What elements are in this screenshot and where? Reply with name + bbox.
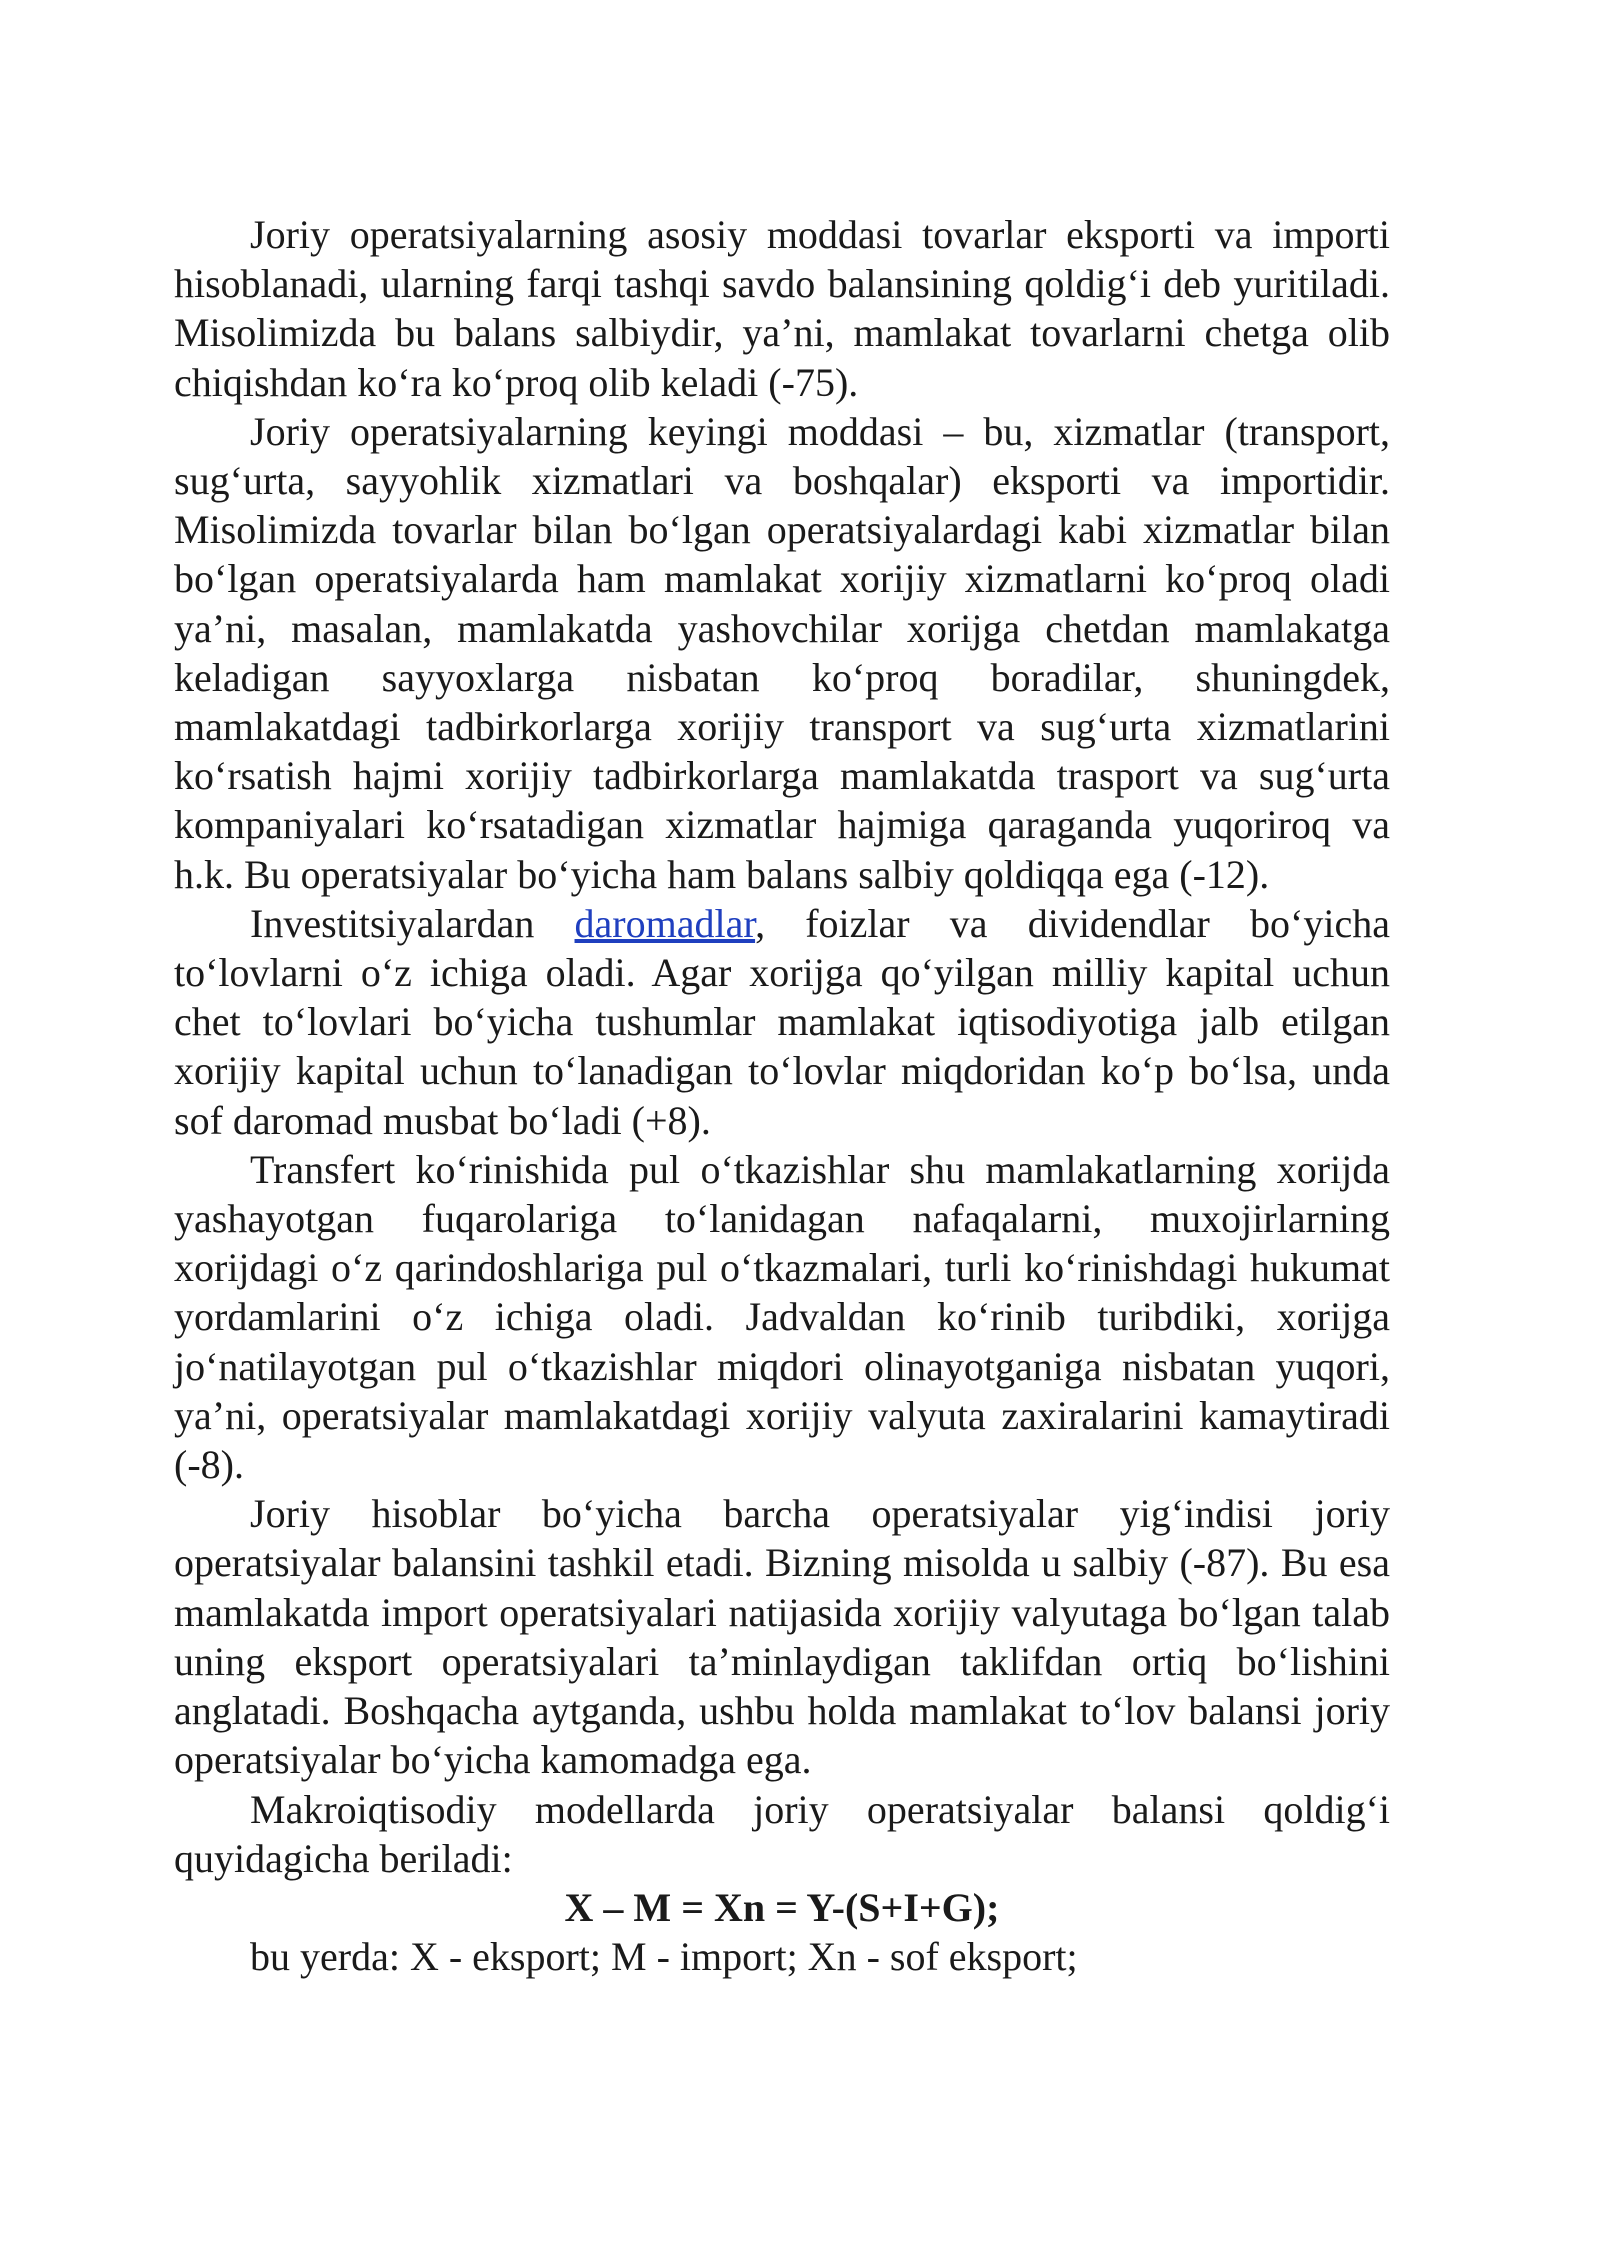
document-page bbox=[174, 210, 1390, 1981]
daromadlar-link[interactable]: daromadlar bbox=[574, 900, 756, 946]
paragraph-investment-income-start: Investitsiyalardan bbox=[250, 900, 575, 946]
paragraph-investment-income-rest: , foizlar va dividendlar bo‘yicha to‘lovlarni o‘z ichiga oladi. Agar xorijga qo‘yilgan milliy kapital uchun chet to‘lovlari bo‘yicha tushumlar mamlakat iqtisodiyotiga jalb etilgan xorijiy kapital uchun to‘lanadigan to‘lovlar miqdoridan ko‘p bo‘lsa, unda sof daromad musbat bo‘ladi (+8). bbox=[174, 900, 1390, 1143]
paragraph-transfers: Transfert ko‘rinishida pul o‘tkazishlar shu mamlakatlarning xorijda yashayotgan fuqarolariga to‘lanidagan nafaqalarni, muxojirlarning xorijdagi o‘z qarindoshlariga pul o‘tkazmalari, turli ko‘rinishdagi hukumat yordamlarini o‘z ichiga oladi. Jadvaldan ko‘rinib turibdiki, xorijga jo‘natilayotgan pul o‘tkazishlar miqdori olinayotganiga nisbatan yuqori, ya’ni, operatsiyalar mamlakatdagi xorijiy valyuta zaxiralarini kamaytiradi (-8). bbox=[174, 1146, 1390, 1488]
paragraph-services: Joriy operatsiyalarning keyingi moddasi – bu, xizmatlar (transport, sug‘urta, sayyohlik xizmatlari va boshqalar) eksporti va importidir. Misolimizda tovarlar bilan bo‘lgan operatsiyalardagi kabi xizmatlar bilan bo‘lgan operatsiyalarda ham mamlakat xorijiy xizmatlarni ko‘proq oladi ya’ni, masalan, mamlakatda yashovchilar xorijga chetdan mamlakatga keladigan sayyoxlarga nisbatan ko‘proq boradilar, shuningdek, mamlakatdagi tadbirkorlarga xorijiy transport va sug‘urta xizmatlarini ko‘rsatish hajmi xorijiy tadbirkorlarga mamlakatda trasport va sug‘urta kompaniyalari ko‘rsatadigan xizmatlar hajmiga qaraganda yuqoriroq va h.k. Bu operatsiyalar bo‘yicha ham balans salbiy qoldiqqa ega (-12). bbox=[174, 408, 1390, 897]
paragraph-investment-income bbox=[174, 899, 1390, 1145]
formula: X – M = Xn = Y-(S+I+G); bbox=[564, 1884, 1000, 1930]
paragraph-trade-balance: Joriy operatsiyalarning asosiy moddasi tovarlar eksporti va importi hisoblanadi, ularning farqi tashqi savdo balansining qoldig‘i deb yuritiladi. Misolimizda bu balans salbiydir, ya’ni, mamlakat tovarlarni chetga olib chiqishdan ko‘ra ko‘proq olib keladi (-75). bbox=[174, 212, 1390, 405]
paragraph-current-account-balance: Joriy hisoblar bo‘yicha barcha operatsiyalar yig‘indisi joriy operatsiyalar balansini tashkil etadi. Bizning misolda u salbiy (-87). Bu esa mamlakatda import operatsiyalari natijasida xorijiy valyutaga bo‘lgan talab uning eksport operatsiyalari ta’minlaydigan taklifdan ortiq bo‘lishini anglatadi. Boshqacha aytganda, ushbu holda mamlakat to‘lov balansi joriy operatsiyalar bo‘yicha kamomadga ega. bbox=[174, 1491, 1390, 1783]
paragraph-formula-legend: bu yerda: X - eksport; M - import; Xn - sof eksport; bbox=[250, 1934, 1078, 1980]
paragraph-macro-models: Makroiqtisodiy modellarda joriy operatsiyalar balansi qoldig‘i quyidagicha beriladi: bbox=[174, 1786, 1390, 1881]
